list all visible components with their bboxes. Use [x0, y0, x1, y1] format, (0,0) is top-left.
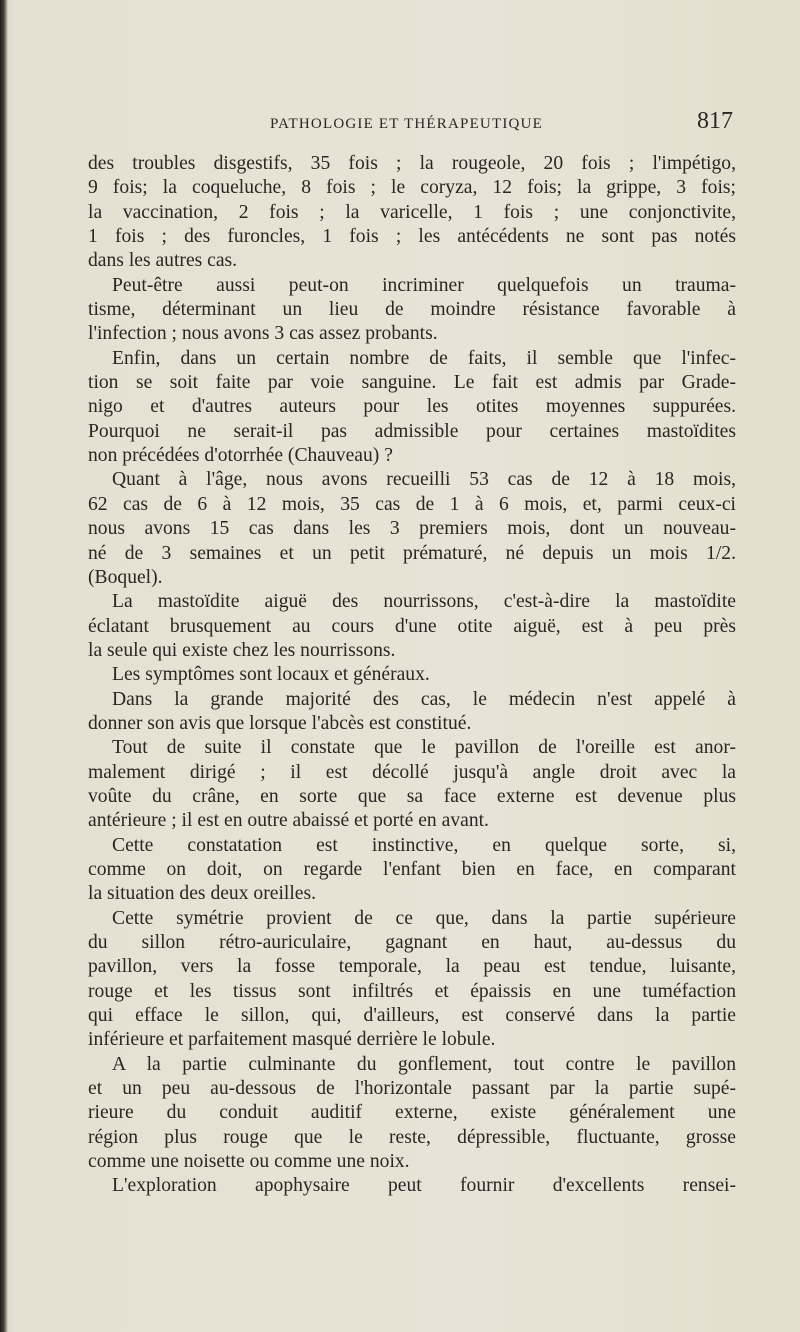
text-line: rieure du conduit auditif externe, existe généralement une — [88, 1102, 736, 1124]
text-line: la seule qui existe chez les nourrissons. — [88, 639, 396, 661]
body-text — [88, 152, 736, 1199]
text-line: 1 fois ; des furoncles, 1 fois ; les antécédents ne sont pas notés — [88, 226, 736, 248]
text-line: nous avons 15 cas dans les 3 premiers mois, dont un nouveau- — [88, 518, 736, 540]
text-line: du sillon rétro-auriculaire, gagnant en haut, au-dessus du — [88, 932, 736, 953]
page-number: 817 — [697, 108, 733, 134]
text-line: Les symptômes sont locaux et généraux. — [112, 664, 430, 686]
text-line: pavillon, vers la fosse temporale, la peau est tendue, luisante, — [88, 956, 736, 978]
text-line: voûte du crâne, en sorte que sa face externe est devenue plus — [88, 785, 736, 807]
text-line: inférieure et parfaitement masqué derrière le lobule. — [88, 1029, 496, 1051]
text-line: Quant à l'âge, nous avons recueilli 53 cas de 12 à 18 mois, — [112, 469, 736, 491]
text-line: tisme, déterminant un lieu de moindre résistance favorable à — [88, 299, 736, 321]
text-line: Pourquoi ne serait-il pas admissible pour certaines mastoïdites — [88, 420, 736, 442]
text-line: Dans la grande majorité des cas, le médecin n'est appelé à — [112, 688, 736, 710]
text-line: l'infection ; nous avons 3 cas assez probants. — [88, 323, 438, 345]
text-line: donner son avis que lorsque l'abcès est constitué. — [88, 712, 472, 734]
text-line: Tout de suite il constate que le pavillon de l'oreille est anor- — [112, 737, 736, 759]
text-line: 9 fois; la coqueluche, 8 fois ; le coryza, 12 fois; la grippe, 3 fois; — [88, 177, 736, 199]
text-line: la situation des deux oreilles. — [88, 883, 316, 905]
text-line: région plus rouge que le reste, dépressible, fluctuante, grosse — [88, 1126, 736, 1148]
book-spine-shadow — [0, 0, 8, 1332]
text-line: né de 3 semaines et un petit prématuré, né depuis un mois 1/2. — [88, 542, 736, 564]
text-line: malement dirigé ; il est décollé jusqu'à angle droit avec la — [88, 761, 736, 783]
text-line: L'exploration apophysaire peut fournir d'excellents rensei- — [112, 1175, 736, 1197]
running-title: PATHOLOGIE ET THÉRAPEUTIQUE — [270, 116, 543, 132]
text-line: Cette symétrie provient de ce que, dans la partie supérieure — [112, 907, 736, 929]
text-line: qui efface le sillon, qui, d'ailleurs, est conservé dans la partie — [88, 1005, 736, 1027]
text-line: Cette constatation est instinctive, en quelque sorte, si, — [112, 834, 736, 856]
text-line: non précédées d'otorrhée (Chauveau) ? — [88, 445, 393, 467]
text-line: dans les autres cas. — [88, 250, 238, 272]
text-line: Peut-être aussi peut-on incriminer quelquefois un trauma- — [112, 274, 736, 296]
text-line: comme une noisette ou comme une noix. — [88, 1151, 410, 1173]
text-line: éclatant brusquement au cours d'une otite aiguë, est à peu près — [88, 615, 736, 637]
text-line: Enfin, dans un certain nombre de faits, il semble que l'infec- — [112, 347, 736, 369]
text-line: antérieure ; il est en outre abaissé et porté en avant. — [88, 810, 489, 832]
text-line: la vaccination, 2 fois ; la varicelle, 1 fois ; une conjonctivite, — [88, 201, 736, 223]
text-line: nigo et d'autres auteurs pour les otites moyennes suppurées. — [88, 396, 736, 418]
page-header — [0, 108, 800, 138]
text-line: comme on doit, on regarde l'enfant bien en face, en comparant — [88, 858, 736, 880]
text-line: 62 cas de 6 à 12 mois, 35 cas de 1 à 6 mois, et, parmi ceux-ci — [88, 493, 736, 515]
text-line: des troubles disgestifs, 35 fois ; la rougeole, 20 fois ; l'impétigo, — [88, 153, 736, 174]
text-line: La mastoïdite aiguë des nourrissons, c'est-à-dire la mastoïdite — [112, 591, 736, 613]
text-line: rouge et les tissus sont infiltrés et épaissis en une tuméfaction — [88, 980, 736, 1002]
text-line: tion se soit faite par voie sanguine. Le fait est admis par Grade- — [88, 372, 736, 394]
text-line: et un peu au-dessous de l'horizontale passant par la partie supé- — [88, 1078, 736, 1100]
text-line: A la partie culminante du gonflement, tout contre le pavillon — [112, 1053, 736, 1075]
text-line: (Boquel). — [88, 566, 163, 588]
